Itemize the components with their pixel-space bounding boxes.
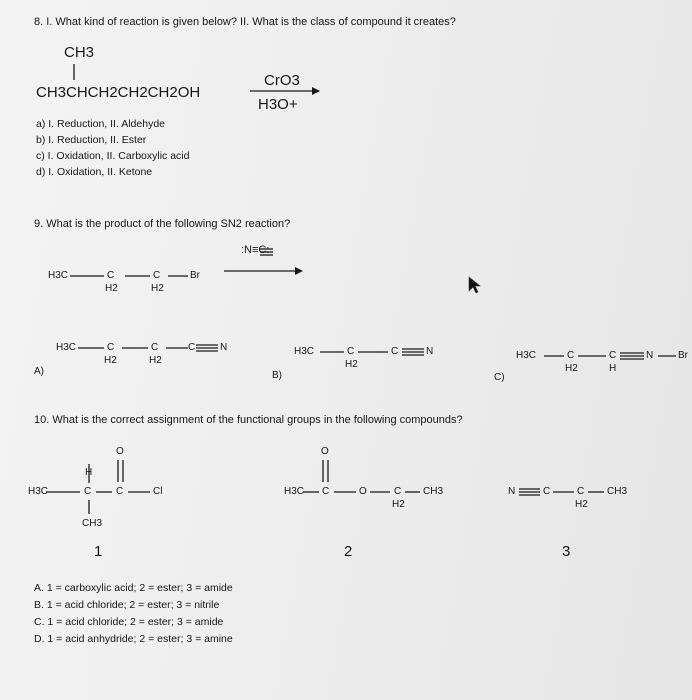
q9-answer-c-n: N [646,350,654,361]
q8-stem: 8. I. What kind of reaction is given below? II. What is the class of compound it creates? [34,16,456,28]
q9-reactant-h2-first: H2 [105,283,118,294]
q10-c1-h: H [85,467,93,478]
q8-option-d[interactable]: d) I. Oxidation, II. Ketone [36,166,153,178]
q10-option-a[interactable]: A. 1 = carboxylic acid; 2 = ester; 3 = amide [34,582,233,594]
q10-option-b[interactable]: B. 1 = acid chloride; 2 = ester; 3 = nitrile [34,599,220,611]
q9-answer-a-c3: C [188,342,196,353]
q9-reactant-c1: C [107,270,115,281]
q9-answer-a-label[interactable]: A) [34,366,44,377]
q10-compound-2-number: 2 [344,543,353,560]
q9-answer-a-c1: C [107,342,115,353]
q10-c1-cl: Cl [153,486,163,497]
q10-c2-h2: H2 [392,499,405,510]
q10-c1-c1: C [84,486,92,497]
q9-answer-c-h2: H2 [565,363,578,374]
q10-c1-h3c: H3C [28,486,49,497]
q10-c2-o: O [359,486,367,497]
q10-c1-ch3: CH3 [82,518,103,529]
q9-reactant-h2-second: H2 [151,283,164,294]
q10-c1-carbonyl-o: O [116,446,124,457]
q9-answer-c-br: Br [678,350,688,361]
q9-answer-a-n: N [220,342,228,353]
q10-option-c[interactable]: C. 1 = acid chloride; 2 = ester; 3 = amide [34,616,224,628]
q9-stem: 9. What is the product of the following SN2 reaction? [34,218,291,230]
q9-answer-a-h3c: H3C [56,342,77,353]
q10-c2-h3c: H3C [284,486,305,497]
q10-c2-carbonyl-o: O [321,446,329,457]
q10-c3-h2: H2 [575,499,588,510]
q10-c2-ch3: CH3 [423,486,444,497]
q8-option-c[interactable]: c) I. Oxidation, II. Carboxylic acid [36,150,190,162]
q10-c2-c2: C [394,486,402,497]
q9-answer-b-h2: H2 [345,359,358,370]
q9-answer-c-c1: C [567,350,575,361]
q10-c3-n: N [508,486,516,497]
q10-c2-c1: C [322,486,330,497]
q9-reactant-c2: C [153,270,161,281]
q10-c3-c2: C [577,486,585,497]
q10-option-d[interactable]: D. 1 = acid anhydride; 2 = ester; 3 = amine [34,633,233,645]
q9-answer-a-h2-first: H2 [104,355,117,366]
q9-answer-b-h3c: H3C [294,346,315,357]
q10-compound-3-number: 3 [562,543,571,560]
q10-stem: 10. What is the correct assignment of the functional groups in the following compounds? [34,414,463,426]
q10-c3-ch3: CH3 [607,486,628,497]
q9-reactant-h3c: H3C [48,270,69,281]
q9-answer-b-label[interactable]: B) [272,370,282,381]
q9-nucleophile: :N≡C: [241,244,270,256]
q8-reagent-cro3: CrO3 [264,72,300,89]
q9-answer-c-h: H [609,363,617,374]
q10-c3-c1: C [543,486,551,497]
q9-answer-c-label[interactable]: C) [494,372,505,383]
q9-answer-b-c1: C [347,346,355,357]
q10-compound-1-number: 1 [94,543,103,560]
q8-option-a[interactable]: a) I. Reduction, II. Aldehyde [36,118,165,130]
q8-reagent-h3o: H3O+ [258,96,298,113]
q9-answer-a-h2-second: H2 [149,355,162,366]
q9-answer-c-c2: C [609,350,617,361]
q9-answer-c-h3c: H3C [516,350,537,361]
q9-answer-b-n: N [426,346,434,357]
q8-option-b[interactable]: b) I. Reduction, II. Ester [36,134,147,146]
q9-reactant-br: Br [190,270,200,281]
q9-answer-a-c2: C [151,342,159,353]
q9-answer-b-c2: C [391,346,399,357]
q8-branch-ch3: CH3 [64,44,95,61]
mouse-pointer-icon [468,276,482,294]
q8-reactant-chain: CH3CHCH2CH2CH2OH [36,84,201,101]
q10-c1-c2: C [116,486,124,497]
